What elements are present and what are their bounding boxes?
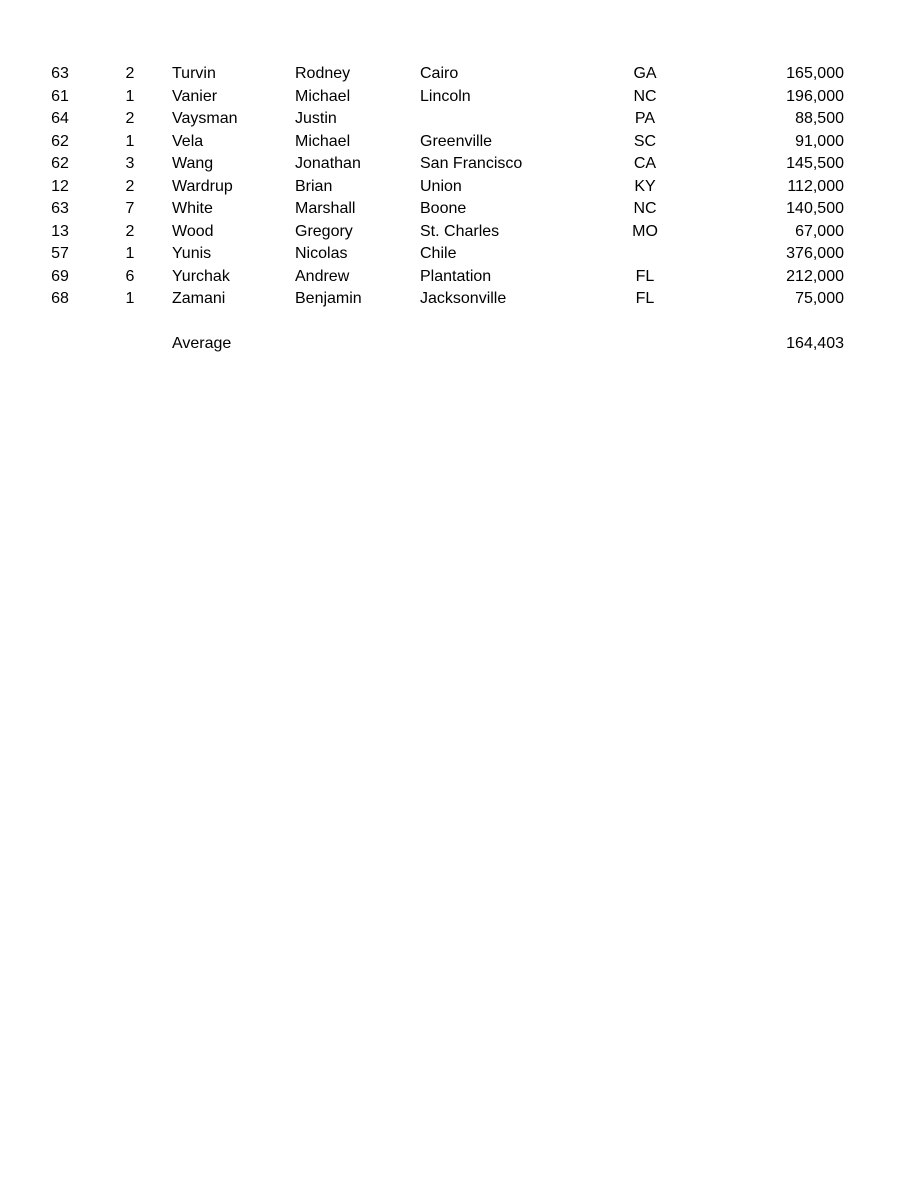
amount: 75,000: [795, 290, 844, 307]
row-number: 3: [125, 155, 135, 172]
last-name: Wardrup: [172, 177, 233, 195]
row-code: 57: [51, 245, 69, 262]
average-amount: 164,403: [786, 335, 844, 352]
row-code: 63: [51, 200, 69, 217]
row-number: 2: [125, 110, 135, 127]
amount: 91,000: [795, 132, 844, 150]
data-table: [0, 63, 900, 311]
amount: 67,000: [795, 222, 844, 240]
row-code: 12: [51, 177, 69, 195]
state: FL: [635, 267, 655, 285]
last-name: Wang: [172, 155, 214, 172]
table-row: [0, 86, 900, 109]
row-code: 68: [51, 290, 69, 307]
average-label: Average: [172, 335, 232, 352]
last-name: Vaysman: [172, 110, 238, 127]
last-name: Yunis: [172, 245, 212, 262]
last-name: White: [172, 200, 213, 217]
first-name: Nicolas: [295, 245, 348, 262]
city: Cairo: [420, 65, 459, 82]
row-code: 64: [51, 110, 69, 127]
table-row: [0, 288, 900, 311]
table-row: [0, 266, 900, 289]
amount: 212,000: [786, 267, 844, 285]
row-number: 2: [125, 177, 135, 195]
last-name: Wood: [172, 222, 214, 240]
state: MO: [632, 222, 658, 240]
row-number: 2: [125, 65, 135, 82]
last-name: Yurchak: [172, 267, 230, 285]
table-row: [0, 131, 900, 154]
state: CA: [633, 155, 657, 172]
row-code: 62: [51, 155, 69, 172]
amount: 140,500: [786, 200, 844, 217]
row-number: 7: [125, 200, 135, 217]
city: Boone: [420, 200, 467, 217]
city: Union: [420, 177, 462, 195]
table-row: [0, 176, 900, 199]
state: SC: [633, 132, 657, 150]
state: NC: [633, 200, 657, 217]
table-row: [0, 108, 900, 131]
last-name: Vela: [172, 132, 204, 150]
row-number: 6: [125, 267, 135, 285]
city: Greenville: [420, 132, 493, 150]
row-code: 61: [51, 87, 69, 105]
row-number: 1: [125, 245, 135, 262]
city: St. Charles: [420, 222, 500, 240]
amount: 112,000: [787, 177, 844, 195]
first-name: Gregory: [295, 222, 353, 240]
table-row: [0, 243, 900, 266]
row-number: 2: [125, 222, 135, 240]
amount: 165,000: [786, 65, 844, 82]
first-name: Rodney: [295, 65, 351, 82]
row-code: 69: [51, 267, 69, 285]
city: Plantation: [420, 267, 492, 285]
first-name: Michael: [295, 87, 351, 105]
city: Lincoln: [420, 87, 471, 105]
row-code: 62: [51, 132, 69, 150]
first-name: Brian: [295, 177, 333, 195]
first-name: Jonathan: [295, 155, 361, 172]
city: Jacksonville: [420, 290, 507, 307]
row-number: 1: [125, 290, 135, 307]
state: FL: [635, 290, 655, 307]
first-name: Marshall: [295, 200, 356, 217]
first-name: Andrew: [295, 267, 350, 285]
first-name: Michael: [295, 132, 351, 150]
amount: 145,500: [786, 155, 844, 172]
table-row: [0, 63, 900, 86]
table-row: [0, 153, 900, 176]
city: San Francisco: [420, 155, 523, 172]
first-name: Justin: [295, 110, 337, 127]
row-code: 13: [51, 222, 69, 240]
table-row: [0, 198, 900, 221]
amount: 196,000: [786, 87, 844, 105]
city: Chile: [420, 245, 457, 262]
average-row: [0, 333, 900, 355]
amount: 376,000: [786, 245, 844, 262]
last-name: Turvin: [172, 65, 216, 82]
state: GA: [633, 65, 657, 82]
state: KY: [634, 177, 656, 195]
amount: 88,500: [795, 110, 844, 127]
row-number: 1: [125, 132, 135, 150]
last-name: Zamani: [172, 290, 226, 307]
last-name: Vanier: [172, 87, 218, 105]
first-name: Benjamin: [295, 290, 362, 307]
table-row: [0, 221, 900, 244]
row-number: 1: [125, 87, 135, 105]
row-code: 63: [51, 65, 69, 82]
state: PA: [634, 110, 656, 127]
state: NC: [633, 87, 657, 105]
